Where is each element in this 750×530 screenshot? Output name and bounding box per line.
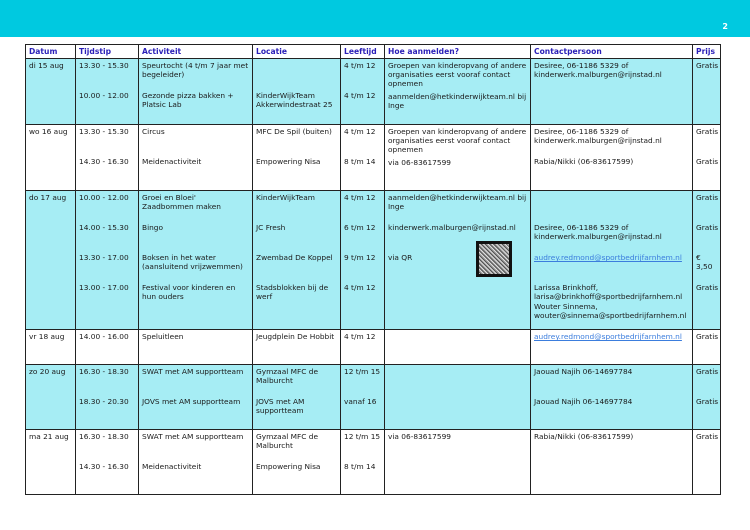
price-text: Gratis	[696, 223, 719, 233]
cell-price	[693, 191, 721, 330]
time-text: 16.30 - 18.30	[79, 367, 129, 377]
cell-date	[26, 330, 76, 365]
time-text: 16.30 - 18.30	[79, 432, 129, 442]
cell-activity	[139, 330, 253, 365]
time-text: 18.30 - 20.30	[79, 397, 129, 407]
location-text: JC Fresh	[256, 223, 286, 233]
cell-date	[26, 59, 76, 125]
contact-text: Desiree, 06-1186 5329 of kinderwerk.malburgen@rijnstad.nl	[534, 127, 662, 146]
date-label: zo 20 aug	[29, 367, 66, 377]
cell-price	[693, 59, 721, 125]
contact-text: Rabia/Nikki (06-83617599)	[534, 432, 634, 442]
cell-contact	[531, 365, 693, 430]
cell-date	[26, 191, 76, 330]
location-text: KinderWijkTeam	[256, 193, 315, 203]
cell-date	[26, 125, 76, 191]
cell-signup	[385, 59, 531, 125]
col-header-activiteit: Activiteit	[139, 45, 253, 59]
activity-text: Speluitleen	[142, 332, 184, 342]
price-text: Gratis	[696, 157, 719, 167]
activity-text: Boksen in het water (aansluitend vrijzwemmen)	[142, 253, 243, 272]
time-text: 14.00 - 16.00	[79, 332, 129, 342]
table-row	[26, 430, 721, 495]
signup-text: aanmelden@hetkinderwijkteam.nl bij Inge	[388, 92, 527, 111]
contact-text: Larissa Brinkhoff, larisa@brinkhoff@sportbedrijfarnhem.nl Wouter Sinnema, wouter@sinnema@sportbedrijfarnhem.nl	[534, 283, 687, 320]
table-header-row	[26, 45, 721, 59]
activity-text: Circus	[142, 127, 165, 137]
cell-contact	[531, 191, 693, 330]
date-label: vr 18 aug	[29, 332, 65, 342]
cell-location	[253, 191, 341, 330]
location-text: Zwembad De Koppel	[256, 253, 333, 263]
signup-text: kinderwerk.malburgen@rijnstad.nl	[388, 223, 516, 233]
contact-email-link[interactable]: audrey.redmond@sportbedrijfarnhem.nl	[534, 253, 682, 263]
signup-text: aanmelden@hetkinderwijkteam.nl bij Inge	[388, 193, 527, 212]
cell-time	[76, 125, 139, 191]
price-text: Gratis	[696, 432, 719, 442]
cell-location	[253, 330, 341, 365]
cell-price	[693, 330, 721, 365]
cell-age	[341, 330, 385, 365]
signup-text: via 06-83617599	[388, 158, 451, 168]
cell-contact	[531, 330, 693, 365]
cell-location	[253, 125, 341, 191]
location-text: Stadsblokken bij de werf	[256, 283, 329, 302]
age-text: 4 t/m 12	[344, 332, 376, 342]
page-number: 2	[722, 22, 728, 31]
cell-signup	[385, 430, 531, 495]
location-text: MFC De Spil (buiten)	[256, 127, 332, 137]
price-text: Gratis	[696, 367, 719, 377]
price-text: € 3,50	[696, 253, 713, 272]
date-label: di 15 aug	[29, 61, 64, 71]
cell-date	[26, 365, 76, 430]
age-text: 9 t/m 12	[344, 253, 376, 263]
cell-time	[76, 430, 139, 495]
time-text: 10.00 - 12.00	[79, 91, 129, 101]
qr-code-pattern	[479, 244, 509, 274]
contact-text: Jaouad Najih 06-14697784	[534, 397, 633, 407]
cell-activity	[139, 365, 253, 430]
location-text: KinderWijkTeam Akkerwindestraat 25	[256, 91, 333, 110]
time-text: 10.00 - 12.00	[79, 193, 129, 203]
location-text: Gymzaal MFC de Malburcht	[256, 432, 319, 451]
age-text: 4 t/m 12	[344, 91, 376, 101]
activity-text: Meidenactiviteit	[142, 157, 202, 167]
cell-activity	[139, 191, 253, 330]
activity-text: SWAT met AM supportteam	[142, 432, 244, 442]
age-text: 4 t/m 12	[344, 127, 376, 137]
price-text: Gratis	[696, 193, 719, 203]
date-label: do 17 aug	[29, 193, 67, 203]
contact-text: Desiree, 06-1186 5329 of kinderwerk.malburgen@rijnstad.nl	[534, 223, 662, 242]
cell-age	[341, 59, 385, 125]
activity-text: Speurtocht (4 t/m 7 jaar met begeleider)	[142, 61, 249, 80]
col-header-prijs: Prijs	[693, 45, 721, 59]
cell-age	[341, 365, 385, 430]
activity-text: Festival voor kinderen en hun ouders	[142, 283, 236, 302]
location-text: JOVS met AM supportteam	[256, 397, 305, 416]
col-header-locatie: Locatie	[253, 45, 341, 59]
signup-text: Groepen van kinderopvang of andere organisaties eerst vooraf contact opnemen	[388, 127, 527, 155]
age-text: 6 t/m 12	[344, 223, 376, 233]
cell-signup	[385, 125, 531, 191]
age-text: 8 t/m 14	[344, 157, 376, 167]
cell-age	[341, 191, 385, 330]
activity-text: Groei en Bloei' Zaadbommen maken	[142, 193, 221, 212]
contact-text: Desiree, 06-1186 5329 of kinderwerk.malburgen@rijnstad.nl	[534, 61, 662, 80]
price-text: Gratis	[696, 61, 719, 71]
table-row	[26, 125, 721, 191]
activity-text: Bingo	[142, 223, 164, 233]
time-text: 14.00 - 15.30	[79, 223, 129, 233]
time-text: 14.30 - 16.30	[79, 157, 129, 167]
age-text: 4 t/m 12	[344, 283, 376, 293]
activity-schedule-table	[25, 44, 721, 495]
table-row	[26, 191, 721, 330]
location-text: Empowering Nisa	[256, 157, 321, 167]
cell-location	[253, 430, 341, 495]
cell-activity	[139, 430, 253, 495]
table-row	[26, 365, 721, 430]
cell-contact	[531, 430, 693, 495]
price-text: Gratis	[696, 127, 719, 137]
table-row	[26, 59, 721, 125]
time-text: 13.30 - 15.30	[79, 61, 129, 71]
date-label: wo 16 aug	[29, 127, 68, 137]
age-text: 12 t/m 15	[344, 367, 381, 377]
signup-text: via QR	[388, 253, 413, 263]
location-text: Gymzaal MFC de Malburcht	[256, 367, 319, 386]
cell-price	[693, 365, 721, 430]
col-header-datum: Datum	[26, 45, 76, 59]
price-text: Gratis	[696, 332, 719, 342]
age-text: vanaf 16	[344, 397, 377, 407]
time-text: 13.30 - 17.00	[79, 253, 129, 263]
qr-code-image	[476, 241, 512, 277]
age-text: 4 t/m 12	[344, 61, 376, 71]
time-text: 13.30 - 15.30	[79, 127, 129, 137]
cell-activity	[139, 125, 253, 191]
cell-contact	[531, 125, 693, 191]
col-header-tijdstip: Tijdstip	[76, 45, 139, 59]
col-header-aanmelden: Hoe aanmelden?	[385, 45, 531, 59]
time-text: 14.30 - 16.30	[79, 462, 129, 472]
cell-price	[693, 125, 721, 191]
cell-signup	[385, 365, 531, 430]
date-label: ma 21 aug	[29, 432, 69, 442]
contact-text: Rabia/Nikki (06-83617599)	[534, 157, 634, 167]
cell-price	[693, 430, 721, 495]
time-text: 13.00 - 17.00	[79, 283, 129, 293]
age-text: 12 t/m 15	[344, 432, 381, 442]
cell-time	[76, 191, 139, 330]
price-text: Gratis	[696, 397, 719, 407]
cell-location	[253, 365, 341, 430]
col-header-leeftijd: Leeftijd	[341, 45, 385, 59]
signup-text: via 06-83617599	[388, 432, 451, 442]
cell-location	[253, 59, 341, 125]
cell-contact	[531, 59, 693, 125]
price-text: Gratis	[696, 283, 719, 293]
contact-email-link[interactable]: audrey.redmond@sportbedrijfarnhem.nl	[534, 332, 682, 342]
location-text: Empowering Nisa	[256, 462, 321, 472]
activity-text: Gezonde pizza bakken + Platsic Lab	[142, 91, 234, 110]
cell-time	[76, 59, 139, 125]
cell-age	[341, 125, 385, 191]
location-text: Jeugdplein De Hobbit	[256, 332, 335, 342]
cell-age	[341, 430, 385, 495]
col-header-contactpersoon: Contactpersoon	[531, 45, 693, 59]
age-text: 8 t/m 14	[344, 462, 376, 472]
contact-text: Jaouad Najih 06-14697784	[534, 367, 633, 377]
table-row	[26, 330, 721, 365]
activity-text: Meidenactiviteit	[142, 462, 202, 472]
header-band	[0, 0, 750, 37]
cell-signup	[385, 330, 531, 365]
activity-text: JOVS met AM supportteam	[142, 397, 241, 407]
cell-activity	[139, 59, 253, 125]
cell-date	[26, 430, 76, 495]
cell-signup	[385, 191, 531, 330]
cell-time	[76, 365, 139, 430]
signup-text: Groepen van kinderopvang of andere organisaties eerst vooraf contact opnemen	[388, 61, 527, 89]
activity-text: SWAT met AM supportteam	[142, 367, 244, 377]
age-text: 4 t/m 12	[344, 193, 376, 203]
cell-time	[76, 330, 139, 365]
